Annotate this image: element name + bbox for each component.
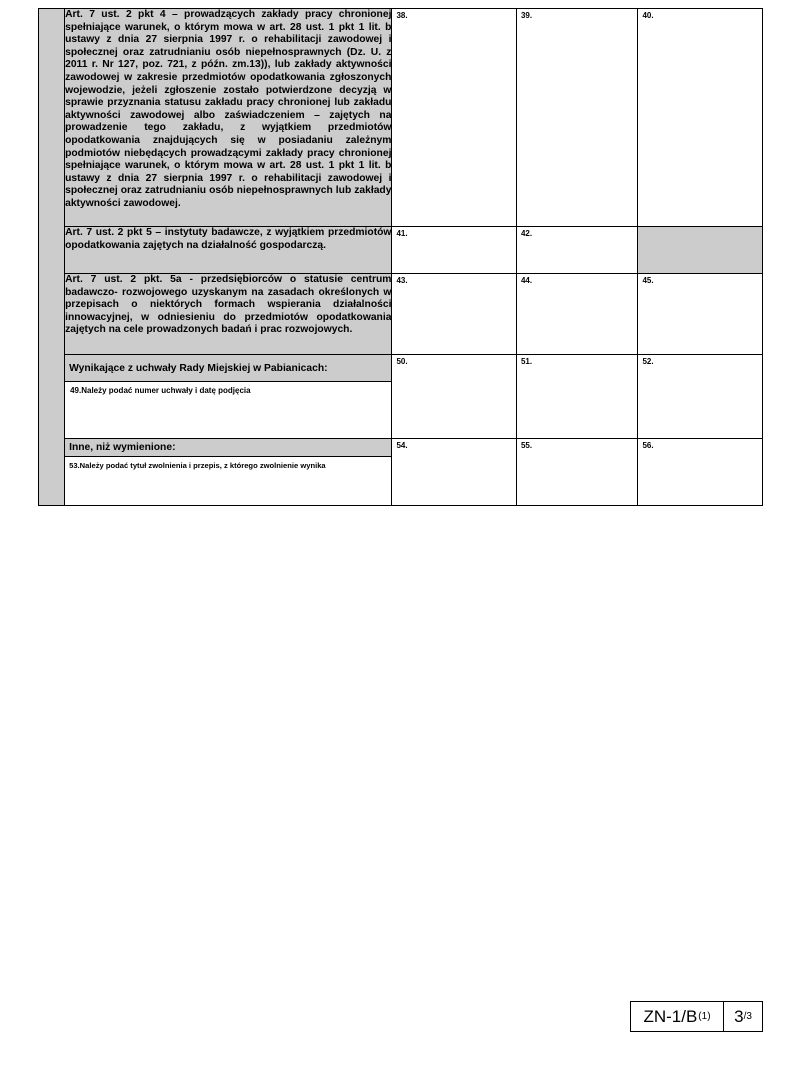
field-56[interactable] <box>638 439 763 506</box>
section-heading: Wynikające z uchwały Rady Miejskiej w Pabianicach: <box>65 355 391 382</box>
exemption-table <box>38 8 763 506</box>
table-row <box>39 274 763 355</box>
field-41[interactable] <box>392 227 517 274</box>
field-52[interactable] <box>638 355 763 439</box>
page-number <box>724 1002 762 1031</box>
table-row <box>39 9 763 227</box>
form-version: (1) <box>698 1011 711 1022</box>
field-number: 43. <box>396 276 408 285</box>
section-heading: Inne, niż wymienione: <box>65 439 391 457</box>
resolution-cell <box>65 355 392 439</box>
field-number: 50. <box>396 357 408 366</box>
field-number: 52. <box>642 357 654 366</box>
field-number: 42. <box>520 229 533 238</box>
field-50[interactable] <box>392 355 517 439</box>
field-number: 41. <box>396 229 408 238</box>
table-row <box>39 355 763 439</box>
form-footer <box>630 1001 763 1032</box>
form-code-text: ZN-1/B <box>643 1006 698 1026</box>
page-current: 3 <box>734 1006 744 1026</box>
field-54[interactable] <box>392 439 517 506</box>
field-number: 39. <box>520 11 533 20</box>
side-margin-column <box>39 9 65 506</box>
disabled-field <box>638 227 763 274</box>
form-code <box>631 1002 724 1031</box>
field-number: 51. <box>520 357 533 366</box>
other-exemption-cell <box>65 439 392 506</box>
field-number: 40. <box>642 11 654 20</box>
table-row <box>39 439 763 506</box>
field-49[interactable]: 49.Należy podać numer uchwały i datę podjęcia <box>70 386 251 395</box>
field-45[interactable] <box>638 274 763 355</box>
page-total: /3 <box>743 1011 752 1022</box>
field-number: 45. <box>642 276 654 285</box>
field-44[interactable] <box>516 274 638 355</box>
field-38[interactable] <box>392 9 517 227</box>
field-number: 56. <box>642 441 654 450</box>
field-40[interactable] <box>638 9 763 227</box>
table-row <box>39 227 763 274</box>
exemption-description: Art. 7 ust. 2 pkt 4 – prowadzących zakłady pracy chronionej spełniające warunek, o którym mowa w art. 28 ust. 1 pkt 1 lit. b ustawy z dnia 27 sierpnia 1997 r. o rehabilitacji zawodowej i społecznej oraz zatrudnianiu osób niepełnosprawnych (Dz. U. z 2011 r. Nr 127, poz. 721, z późn. zm.13)), lub zakłady aktywności zawodowej w zakresie przedmiotów opodatkowania zgłoszonych wojewodzie, jeżeli zgłoszenie zostało potwierdzone decyzją w sprawie przyznania statusu zakładu pracy chronionej lub zakładu aktywności zawodowej albo zaświadczeniem – zajętych na prowadzenie tego zakładu, z wyjątkiem przedmiotów opodatkowania znajdujących się w posiadaniu zależnym podmiotów niebędących prowadzącymi zakłady pracy chronionej spełniające warunek, o którym mowa w art. 28 ust. 1 pkt 1 lit. b ustawy z dnia 27 sierpnia 1997 r. o rehabilitacji zawodowej i społecznej oraz zatrudnianiu osób niepełnosprawnych lub zakłady aktywności zawodowej. <box>65 9 392 227</box>
field-43[interactable] <box>392 274 517 355</box>
field-number: 44. <box>520 276 533 285</box>
field-42[interactable] <box>516 227 638 274</box>
field-number: 54. <box>396 441 408 450</box>
field-55[interactable] <box>516 439 638 506</box>
field-53[interactable]: 53.Należy podać tytuł zwolnienia i przepis, z którego zwolnienie wynika <box>69 461 326 470</box>
exemption-description: Art. 7 ust. 2 pkt. 5a - przedsiębiorców o statusie centrum badawczo- rozwojowego uzyskanym na zasadach określonych w przepisach o niektórych formach wspierania działalności innowacyjnej, w odniesieniu do przedmiotów opodatkowania zajętych na cele prowadzonych badań i prac rozwojowych. <box>65 274 392 355</box>
field-51[interactable] <box>516 355 638 439</box>
field-number: 38. <box>396 11 408 20</box>
exemption-description: Art. 7 ust. 2 pkt 5 – instytuty badawcze, z wyjątkiem przedmiotów opodatkowania zajętych na działalność gospodarczą. <box>65 227 392 274</box>
field-39[interactable] <box>516 9 638 227</box>
field-number: 55. <box>520 441 533 450</box>
